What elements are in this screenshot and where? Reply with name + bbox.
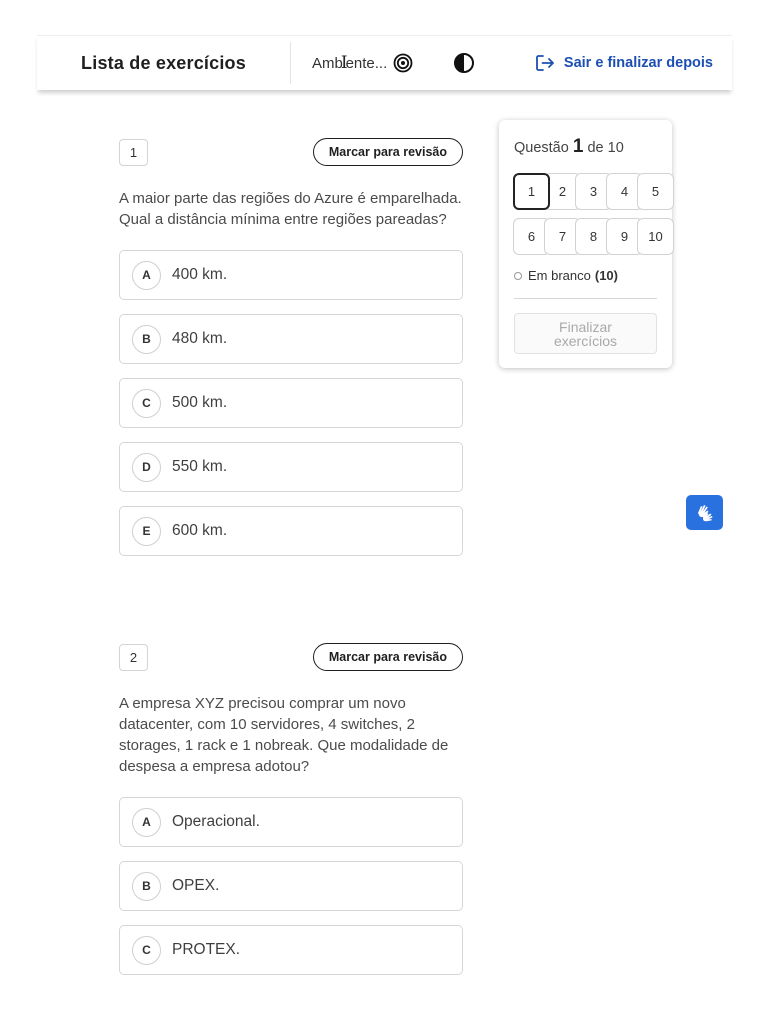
question-card	[119, 643, 463, 975]
text-cursor-icon: I	[340, 53, 348, 73]
panel-divider	[514, 298, 657, 299]
question-nav-button[interactable]: 4	[606, 173, 643, 210]
blank-legend-label: Em branco	[528, 268, 591, 283]
option-text: 480 km.	[172, 330, 228, 347]
finish-exercises-button[interactable]: Finalizar exercícios	[514, 313, 657, 354]
blank-legend-count: (10)	[594, 268, 618, 283]
sign-language-icon	[693, 501, 717, 525]
question-nav-button[interactable]: 2	[544, 173, 581, 210]
exit-label: Sair e finalizar depois	[563, 55, 713, 71]
option-text: Operacional.	[172, 813, 260, 830]
counter-suffix: de 10	[587, 140, 624, 156]
top-bar	[37, 35, 732, 90]
question-card	[119, 138, 463, 556]
answer-option[interactable]	[119, 925, 463, 975]
option-letter: A	[132, 808, 161, 837]
question-nav-button[interactable]: 9	[606, 218, 643, 255]
mark-for-review-button[interactable]: Marcar para revisão	[313, 643, 463, 671]
question-navigator-panel	[499, 120, 672, 368]
header-divider	[290, 42, 291, 84]
mark-for-review-button[interactable]: Marcar para revisão	[313, 138, 463, 166]
option-letter: D	[132, 453, 161, 482]
target-icon[interactable]	[393, 53, 413, 73]
option-text: 400 km.	[172, 266, 228, 283]
sign-language-button[interactable]	[686, 495, 723, 530]
option-text: OPEX.	[172, 877, 220, 894]
option-letter: C	[132, 389, 161, 418]
environment-label-start: Amb	[312, 54, 343, 72]
question-nav-button[interactable]: 6	[513, 218, 550, 255]
answer-option[interactable]	[119, 314, 463, 364]
page-title: Lista de exercícios	[81, 52, 246, 73]
question-nav-button[interactable]: 1	[513, 173, 550, 210]
option-text: 500 km.	[172, 394, 228, 411]
option-letter: A	[132, 261, 161, 290]
question-text: A maior parte das regiões do Azure é emparelhada. Qual a distância mínima entre regiões pareadas?	[119, 190, 462, 228]
question-nav-button[interactable]: 5	[637, 173, 674, 210]
question-text: A empresa XYZ precisou comprar um novo datacenter, com 10 servidores, 4 switches, 2 storages, 1 rack e 1 nobreak. Que modalidade de despesa a empresa adotou?	[119, 695, 449, 775]
counter-prefix: Questão	[514, 140, 569, 156]
option-letter: E	[132, 517, 161, 546]
question-nav-button[interactable]: 3	[575, 173, 612, 210]
option-letter: B	[132, 325, 161, 354]
answer-option[interactable]	[119, 506, 463, 556]
answer-option[interactable]	[119, 378, 463, 428]
answer-option[interactable]	[119, 442, 463, 492]
blank-legend	[514, 268, 618, 283]
option-letter: C	[132, 936, 161, 965]
answer-option[interactable]	[119, 250, 463, 300]
option-letter: B	[132, 872, 161, 901]
option-text: 600 km.	[172, 522, 228, 539]
blank-status-icon	[514, 272, 522, 280]
question-number: 2	[119, 644, 148, 671]
environment-selector[interactable]	[312, 53, 413, 73]
question-grid	[513, 173, 675, 255]
question-nav-button[interactable]: 7	[544, 218, 581, 255]
exit-icon	[534, 52, 556, 74]
question-number: 1	[119, 139, 148, 166]
environment-label-end: ente...	[345, 54, 388, 72]
question-counter	[514, 136, 624, 158]
answer-option[interactable]	[119, 861, 463, 911]
contrast-icon[interactable]	[453, 52, 475, 74]
option-text: 550 km.	[172, 458, 228, 475]
exit-finish-later-link[interactable]	[534, 52, 713, 74]
question-nav-button[interactable]: 8	[575, 218, 612, 255]
current-question-number: 1	[572, 136, 584, 157]
option-text: PROTEX.	[172, 941, 241, 958]
question-nav-button[interactable]: 10	[637, 218, 674, 255]
answer-option[interactable]	[119, 797, 463, 847]
